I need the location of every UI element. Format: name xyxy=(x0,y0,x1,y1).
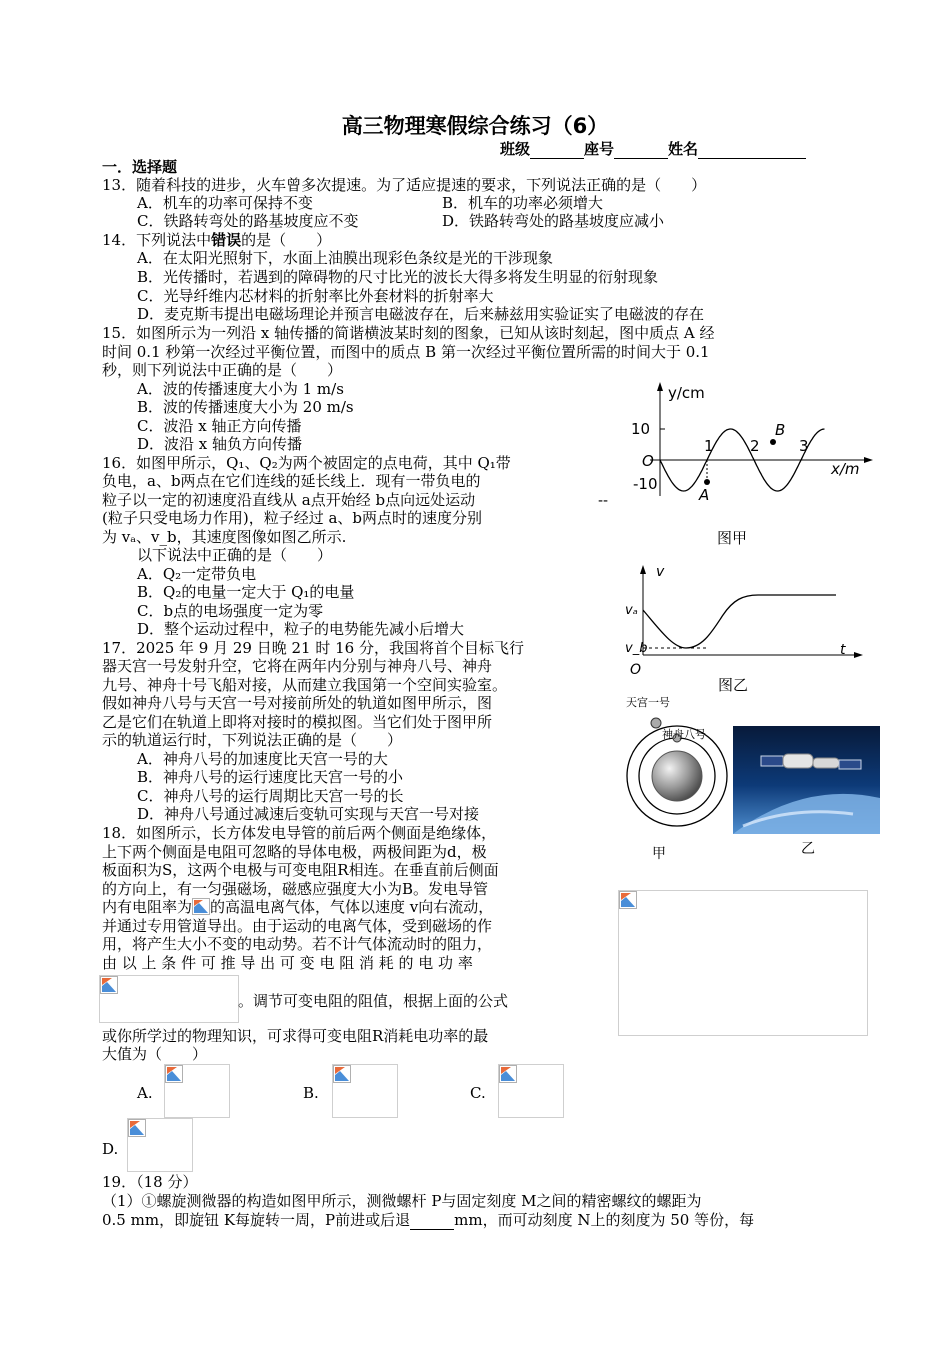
solar-panel-right-icon xyxy=(839,760,861,769)
question-19-line-2 xyxy=(102,1211,754,1230)
docking-photo xyxy=(733,726,880,856)
velocity-vb-label: v_b xyxy=(625,641,648,656)
question-16-line-3: 粒子以一定的初速度沿直线从 a点开始经 b点向远处运动 xyxy=(102,491,476,509)
wave-point-b xyxy=(770,439,776,445)
q18-option-a-label: A. xyxy=(137,1084,153,1102)
q19-answer-blank[interactable] xyxy=(410,1213,454,1230)
q15-option-a: A．波的传播速度大小为 1 m/s xyxy=(137,380,344,398)
velocity-t-label: t xyxy=(840,642,846,658)
velocity-v-arrow-icon xyxy=(640,565,646,574)
question-18-line-10: 或你所学过的物理知识，可求得可变电阻R消耗电功率的最 xyxy=(102,1027,489,1045)
question-16-line-4: (粒子只受电场力作用)，粒子经过 a、b两点时的速度分别 xyxy=(102,509,483,527)
question-13: 13．随着科技的进步，火车曾多次提速。为了适应提速的要求，下列说法正确的是（ ） xyxy=(102,176,707,194)
question-15-line-2: 时间 0.1 秒第一次经过平衡位置，而图中的质点 B 第一次经过平衡位置所需的时间大于 0.1 xyxy=(102,343,710,361)
orbit-figure xyxy=(622,690,730,865)
q15-option-b: B．波的传播速度大小为 20 m/s xyxy=(137,398,354,416)
q18-option-a-image xyxy=(164,1064,230,1118)
question-18-line-9: 。调节可变电阻的阻值，根据上面的公式 xyxy=(238,992,509,1010)
question-16-line-5: 为 vₐ、v_b，其速度图像如图乙所示. xyxy=(102,528,347,546)
resistivity-symbol-image xyxy=(192,898,210,915)
wave-x-arrow-icon xyxy=(864,457,873,463)
question-18-line-11: 大值为（ ） xyxy=(102,1045,208,1063)
q18-option-d-label: D. xyxy=(102,1140,119,1158)
q17-option-c: C．神舟八号的运行周期比天宫一号的长 xyxy=(137,787,404,805)
wave-y-tick-10: 10 xyxy=(631,420,651,438)
wave-label-a: A xyxy=(699,486,710,504)
question-18-line-4: 的方向上，有一匀强磁场，磁感应强度大小为B。发电导管 xyxy=(102,880,489,898)
q18-option-d-image xyxy=(127,1118,193,1172)
q15-option-d: D．波沿 x 轴负方向传播 xyxy=(137,435,303,453)
broken-image-icon xyxy=(165,1065,183,1083)
broken-image-icon xyxy=(333,1065,351,1083)
q14-option-d: D．麦克斯韦提出电磁场理论并预言电磁波存在，后来赫兹用实验证实了电磁波的存在 xyxy=(137,305,705,323)
seat-label: 座号 xyxy=(584,140,615,158)
question-17-line-1: 17．2025 年 9 月 29 日晚 21 时 16 分，我国将首个目标飞行 xyxy=(102,639,524,657)
tiangong-marker xyxy=(651,718,661,728)
q16-option-b: B．Q₂的电量一定大于 Q₁的电量 xyxy=(137,583,355,601)
q13-option-d: D．铁路转弯处的路基坡度应减小 xyxy=(442,212,665,230)
q14-stem-end: 的是（ ） xyxy=(241,231,332,249)
wave-side-mark: -- xyxy=(598,493,609,509)
q14-option-b: B．光传播时，若遇到的障碍物的尺寸比光的波长大得多将发生明显的衍射现象 xyxy=(137,268,659,286)
broken-image-icon xyxy=(192,898,210,915)
broken-image-icon xyxy=(619,891,637,909)
q18-resistivity-text: 内有电阻率为 xyxy=(102,898,193,916)
student-info-line xyxy=(500,140,806,159)
wave-x-tick-1: 1 xyxy=(704,437,714,455)
wave-caption: 图甲 xyxy=(717,529,748,547)
q19-text-start: 0.5 mm，即旋钮 K每旋转一周，P前进或后退 xyxy=(102,1211,411,1229)
question-19-heading: 19．（18 分） xyxy=(102,1173,198,1191)
wave-y-arrow-icon xyxy=(657,382,663,391)
velocity-t-arrow-icon xyxy=(854,652,863,658)
question-17-line-5: 乙是它们在轨道上即将对接时的模拟图。当它们处于图甲所 xyxy=(102,713,493,731)
q18-option-b-image xyxy=(332,1064,398,1118)
q19-text-end: mm，而可动刻度 N上的刻度为 50 等份，每 xyxy=(454,1211,755,1229)
velocity-figure xyxy=(618,560,868,698)
broken-image-icon xyxy=(128,1119,146,1137)
q14-stem-start: 14．下列说法中 xyxy=(102,231,212,249)
q18-option-c-label: C. xyxy=(470,1084,486,1102)
q14-option-c: C．光导纤维内芯材料的折射率比外套材料的折射率大 xyxy=(137,287,494,305)
orbit-caption: 甲 xyxy=(652,846,666,862)
generator-figure-image xyxy=(618,890,868,1036)
question-15-line-1: 15．如图所示为一列沿 x 轴传播的简谐横波某时刻的图象，已知从该时刻起，图中质点 A 经 xyxy=(102,324,715,342)
question-18-line-5 xyxy=(102,898,493,917)
question-18-line-1: 18．如图所示，长方体发电导管的前后两个侧面是绝缘体， xyxy=(102,824,497,842)
wave-point-a xyxy=(704,479,710,485)
q16-option-a: A．Q₂一定带负电 xyxy=(137,565,257,583)
docking-caption: 乙 xyxy=(801,841,815,856)
q18-option-b-label: B. xyxy=(303,1084,319,1102)
question-16-line-6: 以下说法中正确的是（ ） xyxy=(137,546,333,564)
question-17-line-3: 九号、神舟十号飞船对接，从而建立我国第一个空间实验室。 xyxy=(102,676,508,694)
wave-figure xyxy=(595,378,880,558)
question-14 xyxy=(102,231,331,250)
q15-option-c: C．波沿 x 轴正方向传播 xyxy=(137,417,302,435)
velocity-v-label: v xyxy=(656,564,665,580)
velocity-va-label: vₐ xyxy=(625,603,638,618)
wave-y-tick-minus-10: -10 xyxy=(633,475,658,493)
page-title: 高三物理寒假综合练习（6） xyxy=(341,114,609,138)
wave-origin: O xyxy=(642,452,654,470)
q18-option-c-image xyxy=(498,1064,564,1118)
shenzhou-label: 神舟八号 xyxy=(662,728,706,741)
q18-gas-text: 的高温电离气体，气体以速度 v向右流动， xyxy=(210,898,494,916)
question-18-line-7: 用，将产生大小不变的电动势。若不计气体流动时的阻力， xyxy=(102,935,493,953)
question-19-line-1: （1）①螺旋测微器的构造如图甲所示，测微螺杆 P与固定刻度 M之间的精密螺纹的螺距为 xyxy=(102,1192,702,1210)
tiangong-label: 天宫一号 xyxy=(626,696,670,709)
seat-blank[interactable] xyxy=(614,142,668,159)
name-blank[interactable] xyxy=(698,142,806,159)
tiangong-body-icon xyxy=(813,758,839,768)
question-17-line-2: 器天宫一号发射升空，它将在两年内分别与神舟八号、神舟 xyxy=(102,657,493,675)
velocity-curve xyxy=(643,595,836,648)
broken-image-icon xyxy=(499,1065,517,1083)
question-16-line-2: 负电，a、b两点在它们连线的延长线上．现有一带负电的 xyxy=(102,472,481,490)
question-18-line-6: 并通过专用管道导出。由于运动的电离气体，受到磁场的作 xyxy=(102,917,493,935)
q17-option-a: A．神舟八号的加速度比天宫一号的大 xyxy=(137,750,388,768)
wave-x-tick-2: 2 xyxy=(750,437,760,455)
q13-option-a: A．机车的功率可保持不变 xyxy=(137,194,313,212)
q17-option-b: B．神舟八号的运行速度比天宫一号的小 xyxy=(137,768,404,786)
q17-option-d: D．神舟八号通过减速后变轨可实现与天宫一号对接 xyxy=(137,805,480,823)
class-blank[interactable] xyxy=(530,142,584,159)
class-label: 班级 xyxy=(500,140,531,158)
broken-image-icon xyxy=(100,976,118,994)
spacecraft-body-icon xyxy=(783,754,813,768)
power-formula-image xyxy=(99,975,239,1023)
question-18-line-3: 板面积为S，这两个电极与可变电阻R相连。在垂直前后侧面 xyxy=(102,861,499,879)
q13-option-b: B．机车的功率必须增大 xyxy=(442,194,604,212)
question-18-line-2: 上下两个侧面是电阻可忽略的导体电极，两极间距为d，极 xyxy=(102,843,487,861)
question-16-line-1: 16．如图甲所示，Q₁、Q₂为两个被固定的点电荷，其中 Q₁带 xyxy=(102,454,511,472)
question-17-line-6: 示的轨道运行时，下列说法正确的是（ ） xyxy=(102,731,403,749)
q14-emphasis: 错误 xyxy=(211,231,242,249)
velocity-origin: O xyxy=(630,662,642,678)
question-15-line-3: 秒，则下列说法中正确的是（ ） xyxy=(102,361,343,379)
earth-icon xyxy=(652,751,702,801)
q16-option-c: C．b点的电场强度一定为零 xyxy=(137,602,324,620)
section-heading: 一．选择题 xyxy=(102,158,178,176)
q14-option-a: A．在太阳光照射下，水面上油膜出现彩色条纹是光的干涉现象 xyxy=(137,249,553,267)
velocity-caption: 图乙 xyxy=(718,676,749,694)
q16-option-d: D．整个运动过程中，粒子的电势能先减小后增大 xyxy=(137,620,465,638)
name-label: 姓名 xyxy=(668,140,699,158)
question-18-line-8: 由 以 上 条 件 可 推 导 出 可 变 电 阻 消 耗 的 电 功 率 xyxy=(102,954,473,972)
wave-x-tick-3: 3 xyxy=(799,437,809,455)
wave-y-unit: y/cm xyxy=(668,384,705,402)
question-17-line-4: 假如神舟八号与天宫一号对接前所处的轨道如图甲所示，图 xyxy=(102,694,493,712)
solar-panel-left-icon xyxy=(761,756,783,766)
wave-label-b: B xyxy=(775,421,786,439)
q13-option-c: C．铁路转弯处的路基坡度应不变 xyxy=(137,212,359,230)
wave-x-unit: x/m xyxy=(831,460,860,478)
